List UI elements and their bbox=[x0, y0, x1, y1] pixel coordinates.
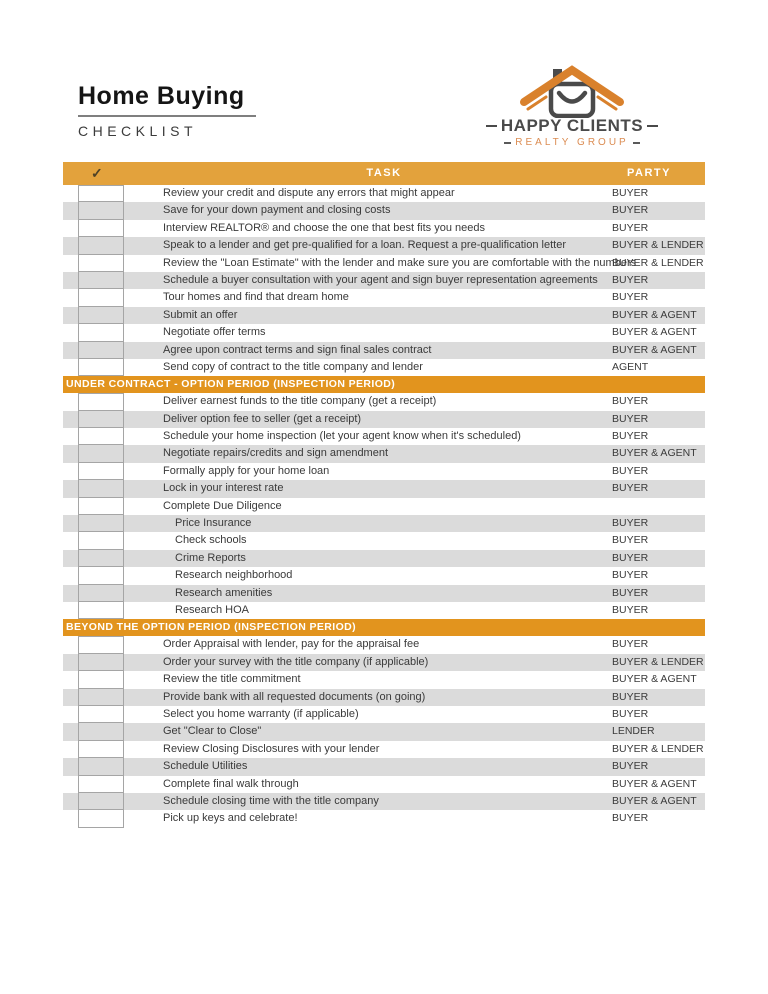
task-label: Interview REALTOR® and choose the one that best fits you needs bbox=[163, 221, 485, 234]
checklist-row bbox=[63, 480, 705, 497]
task-label: Deliver option fee to seller (get a receipt) bbox=[163, 412, 362, 425]
party-label: BUYER & AGENT bbox=[612, 777, 697, 790]
checklist-row bbox=[63, 758, 705, 775]
party-label: BUYER bbox=[612, 291, 649, 304]
checklist-row bbox=[63, 602, 705, 619]
checklist-row bbox=[63, 324, 705, 341]
checklist-row bbox=[63, 793, 705, 810]
task-label: Crime Reports bbox=[175, 551, 246, 564]
party-label: BUYER bbox=[612, 187, 649, 199]
task-label: Submit an offer bbox=[163, 308, 238, 321]
task-label: Schedule Utilities bbox=[163, 760, 248, 773]
party-label: BUYER & AGENT bbox=[612, 343, 697, 356]
party-label: BUYER bbox=[612, 603, 649, 616]
party-label: AGENT bbox=[612, 360, 649, 373]
checklist-row bbox=[63, 723, 705, 740]
task-label: Formally apply for your home loan bbox=[163, 464, 330, 477]
checklist-row bbox=[63, 237, 705, 254]
checklist-row bbox=[63, 411, 705, 428]
task-label: Lock in your interest rate bbox=[163, 482, 284, 495]
checkbox[interactable] bbox=[78, 255, 124, 272]
page-subtitle: CHECKLIST bbox=[78, 123, 198, 139]
checkbox[interactable] bbox=[78, 758, 124, 775]
task-label: Tour homes and find that dream home bbox=[163, 291, 349, 304]
checkbox[interactable] bbox=[78, 706, 124, 723]
party-label: BUYER bbox=[612, 517, 649, 530]
party-label: BUYER & LENDER bbox=[612, 256, 704, 269]
party-label: BUYER bbox=[612, 586, 649, 599]
party-label: BUYER & AGENT bbox=[612, 794, 697, 807]
task-label: Agree upon contract terms and sign final sales contract bbox=[163, 343, 432, 356]
party-label: BUYER bbox=[612, 395, 649, 408]
checkbox[interactable] bbox=[78, 220, 124, 237]
checkbox[interactable] bbox=[78, 307, 124, 324]
logo-tagline-rule-left bbox=[504, 142, 511, 144]
party-label: BUYER bbox=[612, 534, 649, 547]
checkbox[interactable] bbox=[78, 567, 124, 584]
column-header-task: TASK bbox=[366, 167, 402, 179]
task-label: Price Insurance bbox=[175, 517, 252, 530]
task-label: Speak to a lender and get pre-qualified for a loan. Request a pre-qualification letter bbox=[163, 239, 566, 252]
checklist-row bbox=[63, 532, 705, 549]
party-label: BUYER & AGENT bbox=[612, 673, 697, 686]
checklist-row bbox=[63, 654, 705, 671]
logo-rule-left bbox=[486, 125, 497, 127]
party-label: BUYER bbox=[612, 760, 649, 773]
checklist-row bbox=[63, 689, 705, 706]
page-title: Home Buying bbox=[78, 82, 245, 110]
checkbox[interactable] bbox=[78, 550, 124, 567]
checklist-row bbox=[63, 289, 705, 306]
task-label: Get "Clear to Close" bbox=[163, 725, 262, 738]
checklist-row bbox=[63, 307, 705, 324]
checkbox[interactable] bbox=[78, 324, 124, 341]
checkbox[interactable] bbox=[78, 463, 124, 480]
checkbox[interactable] bbox=[78, 532, 124, 549]
party-label: BUYER bbox=[612, 812, 649, 825]
checklist-row bbox=[63, 255, 705, 272]
checklist-row bbox=[63, 498, 705, 515]
task-label: Order your survey with the title company (if applicable) bbox=[163, 655, 429, 668]
checklist-row bbox=[63, 359, 705, 376]
task-label: Review the title commitment bbox=[163, 673, 301, 686]
party-label: BUYER & LENDER bbox=[612, 742, 704, 755]
party-label: BUYER & AGENT bbox=[612, 447, 697, 460]
checkbox[interactable] bbox=[78, 515, 124, 532]
checklist-body bbox=[63, 185, 705, 828]
house-icon bbox=[512, 64, 632, 118]
checklist-row bbox=[63, 706, 705, 723]
checkbox[interactable] bbox=[78, 428, 124, 445]
party-label: BUYER bbox=[612, 551, 649, 564]
checkbox[interactable] bbox=[78, 776, 124, 793]
checklist-row bbox=[63, 671, 705, 688]
party-label: BUYER bbox=[612, 638, 649, 651]
party-label: LENDER bbox=[612, 725, 655, 738]
party-label: BUYER bbox=[612, 221, 649, 234]
task-label: Schedule a buyer consultation with your agent and sign buyer representation agreements bbox=[163, 273, 598, 286]
task-label: Save for your down payment and closing costs bbox=[163, 204, 391, 217]
checkbox[interactable] bbox=[78, 185, 124, 202]
checklist-row bbox=[63, 428, 705, 445]
checkbox[interactable] bbox=[78, 359, 124, 376]
column-header-party: PARTY bbox=[627, 167, 671, 179]
checklist-row bbox=[63, 185, 705, 202]
checkbox[interactable] bbox=[78, 741, 124, 758]
checklist-row bbox=[63, 776, 705, 793]
task-label: Review the "Loan Estimate" with the lender and make sure you are comfortable with the numbers bbox=[163, 256, 637, 269]
party-label: BUYER bbox=[612, 690, 649, 703]
checklist-row bbox=[63, 220, 705, 237]
task-label: Negotiate offer terms bbox=[163, 326, 266, 339]
task-label: Select you home warranty (if applicable) bbox=[163, 707, 359, 720]
task-label: Check schools bbox=[175, 534, 247, 547]
checkbox[interactable] bbox=[78, 723, 124, 740]
checkbox[interactable] bbox=[78, 585, 124, 602]
party-label: BUYER bbox=[612, 482, 649, 495]
task-label: Review your credit and dispute any errors that might appear bbox=[163, 187, 455, 199]
task-label: Order Appraisal with lender, pay for the appraisal fee bbox=[163, 638, 420, 651]
party-label: BUYER & LENDER bbox=[612, 655, 704, 668]
section-header: BEYOND THE OPTION PERIOD (INSPECTION PERIOD) bbox=[63, 619, 705, 636]
checkbox[interactable] bbox=[78, 272, 124, 289]
party-label: BUYER bbox=[612, 707, 649, 720]
checklist-row bbox=[63, 585, 705, 602]
party-label: BUYER & LENDER bbox=[612, 239, 704, 252]
checklist-row bbox=[63, 741, 705, 758]
checkbox[interactable] bbox=[78, 689, 124, 706]
title-underline bbox=[78, 115, 256, 117]
logo-tagline-rule-right bbox=[633, 142, 640, 144]
checkbox[interactable] bbox=[78, 636, 124, 653]
task-label: Deliver earnest funds to the title company (get a receipt) bbox=[163, 395, 437, 408]
task-label: Review Closing Disclosures with your lender bbox=[163, 742, 380, 755]
company-logo bbox=[486, 64, 658, 148]
party-label: BUYER bbox=[612, 204, 649, 217]
checklist-row bbox=[63, 202, 705, 219]
task-label: Send copy of contract to the title company and lender bbox=[163, 360, 423, 373]
task-label: Complete Due Diligence bbox=[163, 499, 282, 512]
party-label: BUYER & AGENT bbox=[612, 326, 697, 339]
checklist-row bbox=[63, 567, 705, 584]
checklist-row bbox=[63, 342, 705, 359]
checkbox[interactable] bbox=[78, 445, 124, 462]
checkbox[interactable] bbox=[78, 480, 124, 497]
checklist-table bbox=[63, 162, 705, 828]
checkbox[interactable] bbox=[78, 602, 124, 619]
logo-rule-right bbox=[647, 125, 658, 127]
checklist-row bbox=[63, 636, 705, 653]
masthead bbox=[78, 84, 256, 139]
task-label: Negotiate repairs/credits and sign amendment bbox=[163, 447, 389, 460]
checklist-row bbox=[63, 463, 705, 480]
checkbox[interactable] bbox=[78, 793, 124, 810]
checkbox[interactable] bbox=[78, 810, 124, 827]
checkmark-icon: ✓ bbox=[91, 165, 103, 181]
checkbox[interactable] bbox=[78, 393, 124, 410]
party-label: BUYER bbox=[612, 464, 649, 477]
logo-company-name: HAPPY CLIENTS bbox=[500, 116, 644, 135]
checkbox[interactable] bbox=[78, 654, 124, 671]
task-label: Complete final walk through bbox=[163, 777, 299, 790]
checkbox[interactable] bbox=[78, 237, 124, 254]
checklist-row bbox=[63, 393, 705, 410]
party-label: BUYER bbox=[612, 273, 649, 286]
task-label: Schedule your home inspection (let your agent know when it's scheduled) bbox=[163, 430, 521, 443]
task-label: Research amenities bbox=[175, 586, 273, 599]
task-label: Research HOA bbox=[175, 603, 249, 616]
checkbox[interactable] bbox=[78, 671, 124, 688]
party-label: BUYER bbox=[612, 430, 649, 443]
task-label: Schedule closing time with the title company bbox=[163, 794, 379, 807]
checkbox[interactable] bbox=[78, 411, 124, 428]
checklist-row bbox=[63, 515, 705, 532]
party-label: BUYER & AGENT bbox=[612, 308, 697, 321]
task-label: Provide bank with all requested documents (on going) bbox=[163, 690, 426, 703]
checklist-row bbox=[63, 445, 705, 462]
checklist-row bbox=[63, 550, 705, 567]
checklist-row bbox=[63, 272, 705, 289]
task-label: Research neighborhood bbox=[175, 569, 293, 582]
checkbox[interactable] bbox=[78, 289, 124, 306]
checklist-row bbox=[63, 810, 705, 827]
checkbox[interactable] bbox=[78, 498, 124, 515]
checkbox[interactable] bbox=[78, 342, 124, 359]
section-header: UNDER CONTRACT - OPTION PERIOD (INSPECTION PERIOD) bbox=[63, 376, 705, 393]
task-label: Pick up keys and celebrate! bbox=[163, 812, 298, 825]
logo-tagline: REALTY GROUP bbox=[515, 137, 629, 148]
checkbox[interactable] bbox=[78, 202, 124, 219]
table-header bbox=[63, 162, 705, 185]
party-label: BUYER bbox=[612, 569, 649, 582]
party-label: BUYER bbox=[612, 412, 649, 425]
